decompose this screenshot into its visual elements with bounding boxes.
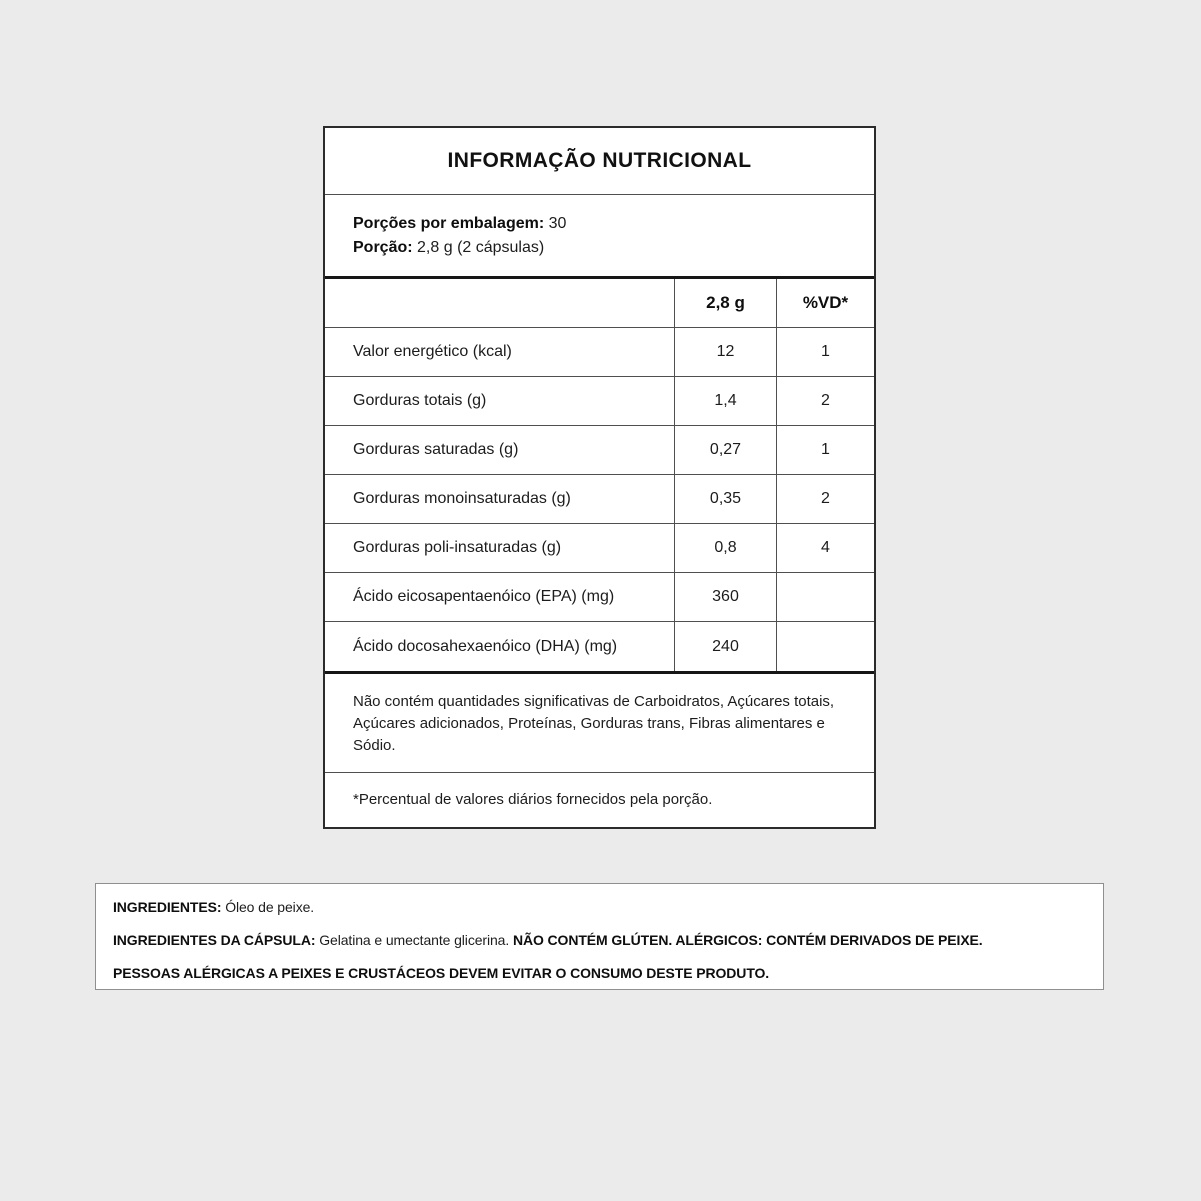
nutrient-label: Ácido eicosapentaenóico (EPA) (mg) <box>325 573 674 622</box>
ingredients-box <box>95 883 1104 990</box>
nutrient-label: Gorduras monoinsaturadas (g) <box>325 475 674 524</box>
table-row <box>325 377 874 426</box>
table-row <box>325 573 874 622</box>
nutrient-daily-value <box>776 573 874 622</box>
capsule-ingredients-line <box>113 930 1095 950</box>
serving-size-line <box>353 236 854 260</box>
nutrient-amount: 0,27 <box>674 426 776 475</box>
nutrient-daily-value: 1 <box>776 328 874 377</box>
nutrient-daily-value: 2 <box>776 377 874 426</box>
note-percent-daily-values: *Percentual de valores diários fornecidos pela porção. <box>353 791 713 808</box>
nutrient-amount: 1,4 <box>674 377 776 426</box>
nutrient-label: Gorduras saturadas (g) <box>325 426 674 475</box>
table-row <box>325 622 874 671</box>
nutrient-amount: 0,8 <box>674 524 776 573</box>
capsule-ingredients-label: INGREDIENTES DA CÁPSULA: <box>113 932 316 948</box>
ingredients-line <box>113 897 1095 917</box>
servings-per-package-line <box>353 212 854 236</box>
nutrient-label: Valor energético (kcal) <box>325 328 674 377</box>
serving-size-value: 2,8 g (2 cápsulas) <box>417 239 545 256</box>
servings-block <box>325 195 874 279</box>
ingredients-label: INGREDIENTES: <box>113 899 222 915</box>
header-nutrient-column <box>325 279 674 328</box>
nutrient-amount: 360 <box>674 573 776 622</box>
allergen-warning-text: NÃO CONTÉM GLÚTEN. ALÉRGICOS: CONTÉM DERIVADOS DE PEIXE. <box>512 932 983 948</box>
nutrient-label: Ácido docosahexaenóico (DHA) (mg) <box>353 637 618 655</box>
servings-per-package-value: 30 <box>548 215 567 232</box>
header-amount-column: 2,8 g <box>674 279 776 328</box>
ingredients-text: Óleo de peixe. <box>225 899 315 915</box>
header-daily-value-column: %VD* <box>776 279 874 328</box>
table-title: INFORMAÇÃO NUTRICIONAL <box>325 128 874 195</box>
capsule-ingredients-text: Gelatina e umectante glicerina. <box>319 932 510 948</box>
allergy-advice-line <box>113 963 1095 983</box>
nutrient-daily-value: 4 <box>776 524 874 573</box>
servings-per-package-label: Porções por embalagem: <box>353 215 545 232</box>
table-header-row <box>325 279 874 328</box>
nutrient-daily-value: 2 <box>776 475 874 524</box>
nutrient-amount: 12 <box>674 328 776 377</box>
table-row <box>325 475 874 524</box>
nutrient-amount: 240 <box>674 622 776 671</box>
nutrient-daily-value <box>776 622 874 671</box>
table-row <box>325 524 874 573</box>
nutrient-daily-value: 1 <box>776 426 874 475</box>
table-row <box>325 426 874 475</box>
nutrition-facts-table <box>323 126 876 829</box>
nutrient-amount: 0,35 <box>674 475 776 524</box>
allergy-advice-text: PESSOAS ALÉRGICAS A PEIXES E CRUSTÁCEOS DEVEM EVITAR O CONSUMO DESTE PRODUTO. <box>113 965 770 981</box>
nutrient-label: Gorduras poli-insaturadas (g) <box>325 524 674 573</box>
note-no-significant-amounts: Não contém quantidades significativas de Carboidratos, Açúcares totais, Açúcares adicionados, Proteínas, Gorduras trans, Fibras alimentares e Sódio. <box>325 671 874 773</box>
table-row <box>325 328 874 377</box>
nutrient-label: Gorduras totais (g) <box>325 377 674 426</box>
serving-size-label: Porção: <box>353 239 413 256</box>
